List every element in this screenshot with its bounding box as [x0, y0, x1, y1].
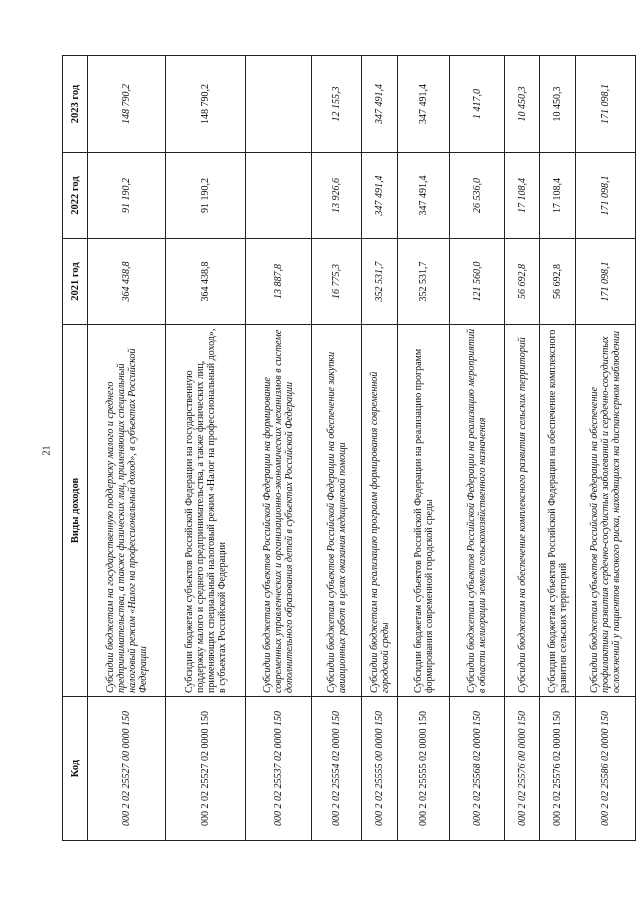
- table-row: [166, 56, 246, 841]
- row-2021: 56 692,8: [505, 239, 540, 325]
- row-2022: 17 108,4: [540, 153, 576, 239]
- row-code: 000 2 02 25537 02 0000 150: [246, 697, 312, 841]
- row-2023: 12 155,3: [312, 56, 362, 153]
- table-row: [88, 56, 166, 841]
- row-2021: 13 887,8: [246, 239, 312, 325]
- table-row: [362, 56, 398, 841]
- row-2022: 91 190,2: [166, 153, 246, 239]
- row-2021: 352 531,7: [362, 239, 398, 325]
- table-row: [312, 56, 362, 841]
- row-2021: 364 438,8: [88, 239, 166, 325]
- header-2021: 2021 год: [63, 239, 88, 325]
- table-row: [576, 56, 636, 841]
- row-code: 000 2 02 25555 02 0000 150: [398, 697, 450, 841]
- table-row: [450, 56, 505, 841]
- row-code: 000 2 02 25555 00 0000 150: [362, 697, 398, 841]
- row-2023: 10 450,3: [540, 56, 576, 153]
- row-2021: 364 438,8: [166, 239, 246, 325]
- row-2023: 347 491,4: [398, 56, 450, 153]
- row-2021: 171 098,1: [576, 239, 636, 325]
- row-2023: [246, 56, 312, 153]
- row-name: Субсидии бюджетам на государственную поддержку малого и среднего предпринимательства, а также физических лиц, применяющих специальный налоговый режим «Налог на профессиональный доход», в субъектах Российской Федерации: [88, 325, 166, 697]
- header-2023: 2023 год: [63, 56, 88, 153]
- table-row: [505, 56, 540, 841]
- row-2023: 171 098,1: [576, 56, 636, 153]
- row-2022: 13 926,6: [312, 153, 362, 239]
- table-row: [540, 56, 576, 841]
- row-code: 000 2 02 25576 02 0000 150: [540, 697, 576, 841]
- page-number: 21: [41, 445, 53, 456]
- row-code: 000 2 02 25568 02 0000 150: [450, 697, 505, 841]
- revenue-table-container: [62, 56, 622, 841]
- row-code: 000 2 02 25576 00 0000 150: [505, 697, 540, 841]
- row-code: 000 2 02 25527 00 0000 150: [88, 697, 166, 841]
- row-2022: 17 108,4: [505, 153, 540, 239]
- row-name: Субсидии бюджетам субъектов Российской Федерации на государственную поддержку малого и среднего предпринимательства, а также физических лиц, применяющих специальный налоговый режим «Налог на профессиональный доход», в субъектах Российской Федерации: [166, 325, 246, 697]
- row-name: Субсидии бюджетам субъектов Российской Федерации на реализацию программ формирования современной городской среды: [398, 325, 450, 697]
- table-row: [246, 56, 312, 841]
- row-2023: 10 450,3: [505, 56, 540, 153]
- row-name: Субсидии бюджетам субъектов Российской Федерации на обеспечение закупки авиационных работ в целях оказания медицинской помощи: [312, 325, 362, 697]
- row-name: Субсидии бюджетам субъектов Российской Федерации на обеспечение профилактики развития сердечно-сосудистых заболеваний и сердечно-сосудистых осложнений у пациентов высокого риска, находящихся на диспансерном наблюдении: [576, 325, 636, 697]
- row-2022: 91 190,2: [88, 153, 166, 239]
- row-code: 000 2 02 25527 02 0000 150: [166, 697, 246, 841]
- row-2023: 347 491,4: [362, 56, 398, 153]
- row-name: Субсидии бюджетам субъектов Российской Федерации на обеспечение комплексного развития сельских территорий: [540, 325, 576, 697]
- row-name: Субсидии бюджетам субъектов Российской Федерации на формирование современных управленческих и организационно-экономических механизмов в системе дополнительного образования детей в субъектах Российской Федерации: [246, 325, 312, 697]
- row-code: 000 2 02 25586 02 0000 150: [576, 697, 636, 841]
- header-code: Код: [63, 697, 88, 841]
- row-2023: 148 790,2: [88, 56, 166, 153]
- row-2021: 352 531,7: [398, 239, 450, 325]
- header-2022: 2022 год: [63, 153, 88, 239]
- row-2021: 121 560,0: [450, 239, 505, 325]
- row-2022: 171 098,1: [576, 153, 636, 239]
- header-revenue-type: Виды доходов: [63, 325, 88, 697]
- row-name: Субсидии бюджетам на реализацию программ формирования современной городской среды: [362, 325, 398, 697]
- row-2022: 347 491,4: [398, 153, 450, 239]
- row-2023: 1 417,0: [450, 56, 505, 153]
- table-row: [398, 56, 450, 841]
- row-2023: 148 790,2: [166, 56, 246, 153]
- table-header-row: [63, 56, 88, 841]
- row-2022: [246, 153, 312, 239]
- row-name: Субсидии бюджетам на обеспечение комплексного развития сельских территорий: [505, 325, 540, 697]
- row-2021: 16 775,3: [312, 239, 362, 325]
- row-2022: 347 491,4: [362, 153, 398, 239]
- revenue-table: [62, 55, 636, 841]
- row-2022: 26 536,0: [450, 153, 505, 239]
- row-name: Субсидии бюджетам субъектов Российской Федерации на реализацию мероприятий в области мелиорации земель сельскохозяйственного назначения: [450, 325, 505, 697]
- row-2021: 56 692,8: [540, 239, 576, 325]
- row-code: 000 2 02 25554 02 0000 150: [312, 697, 362, 841]
